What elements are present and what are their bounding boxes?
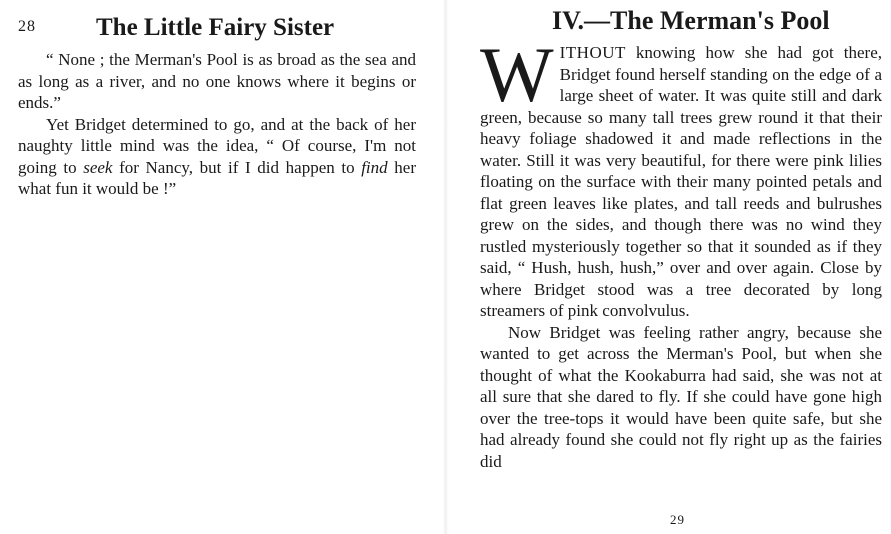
paragraph [480,31,882,322]
italic-word: seek [83,157,113,177]
chapter-title: IV.—The Merman's Pool [552,6,830,35]
running-head: The Little Fairy Sister [96,14,335,41]
text-run: her what fun it would be !” [18,157,416,198]
left-text-block [18,49,416,200]
opening-caps: ITHOUT [559,43,626,62]
paragraph [18,114,416,200]
right-page [450,0,891,534]
italic-word: find [361,157,388,177]
text-run: Yet Bridget determined to go, and at the back of her naughty little mind was the idea, “ Of course, I'm not going to [18,114,416,177]
book-gutter [443,0,449,534]
paragraph: Now Bridget was feeling rather angry, because she wanted to get across the Merman's Pool, but when she thought of what the Kookaburra had said, she was not at all sure that she dared to fly. If she could have gone high over the tree-tops it would have been quite safe, but she had already found she could not fly right up as the fairies did [480,322,882,471]
page-number: 29 [670,512,685,527]
page-number: 28 [18,18,36,35]
left-page [0,0,445,534]
drop-cap: W [480,31,554,118]
text-run: for Nancy, but if I did happen to [112,157,362,177]
right-text-block [480,31,882,472]
text-run: knowing how she had got there, Bridget found herself standing on the edge of a large sheet of water. It was quite still and dark green, because so many tall trees grew round it that their heavy foliage shadowed it and made reflections in the water. Still it was very beautiful, for there were pink lilies floating on the surface with their many pointed petals and flat green leaves like plates, and tall reeds and bulrushes grew on the sides, and though there was no wind they rustled mysteriously together so that it sounded as if they said, “ Hush, hush, hush,” over and over again. Close by where Bridget stood was a tree decorated by long streamers of pink convolvulus. [480,43,882,320]
paragraph: “ None ; the Merman's Pool is as broad as the sea and as long as a river, and no one knows where it begins or ends.” [18,50,416,112]
